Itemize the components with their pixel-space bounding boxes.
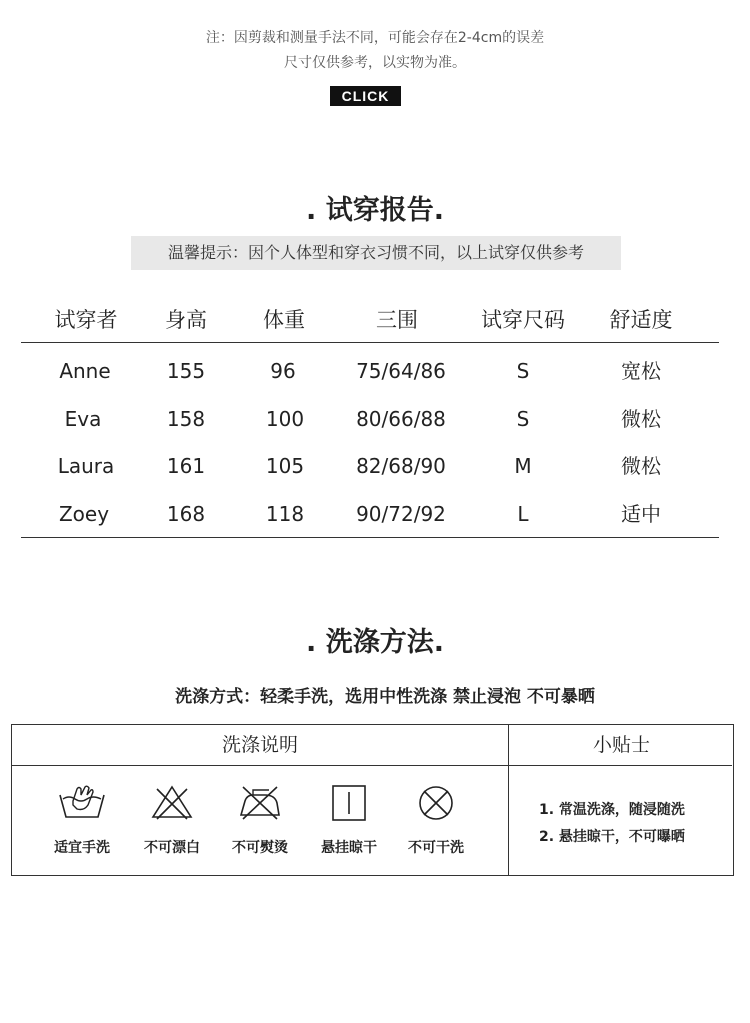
care-item-hang-dry [309,783,389,857]
cell-weight: 105 [265,454,305,478]
care-label: 不可干洗 [408,840,464,856]
tip-item: 2. 悬挂晾干，不可曝晒 [539,829,685,845]
cell-weight: 100 [265,407,305,431]
fitting-tip: 温馨提示：因个人体型和穿衣习惯不同，以上试穿仅供参考 [131,236,621,270]
cell-comfort: 微松 [621,454,661,478]
cell-height: 161 [166,454,206,478]
header-cell: 舒适度 [609,308,673,332]
table-header-divider [21,342,719,343]
care-item-no-iron [220,783,300,857]
table-row [21,446,719,486]
care-label: 不可漂白 [144,840,200,856]
table-header-row [21,300,719,340]
table-row [21,494,719,534]
cell-height: 158 [166,407,206,431]
size-disclaimer-line2: 尺寸仅供参考，以实物为准。 [284,55,466,71]
no-iron-icon [235,783,285,823]
washing-method-text: 洗涤方式：轻柔手洗，选用中性洗涤 禁止浸泡 不可暴晒 [175,687,595,707]
care-label: 适宜手洗 [54,840,110,856]
cell-size: M [514,454,532,478]
care-item-hand-wash [42,783,122,857]
cell-comfort: 适中 [621,502,661,526]
cell-measurements: 80/66/88 [356,407,446,431]
cell-size: S [516,359,530,383]
click-badge[interactable]: CLICK [330,86,401,106]
cell-name: Eva [64,407,102,431]
cell-measurements: 82/68/90 [356,454,446,478]
cell-name: Laura [57,454,115,478]
tips-list [539,797,685,851]
header-cell: 试穿者 [54,308,118,332]
table-row [21,399,719,439]
header-cell: 体重 [263,308,305,332]
care-label: 悬挂晾干 [321,840,377,856]
cell-name: Anne [59,359,111,383]
cell-comfort: 宽松 [621,359,661,383]
washing-instructions-table [11,724,734,876]
cell-size: S [516,407,530,431]
cell-height: 168 [166,502,206,526]
header-cell: 身高 [165,308,207,332]
table-row [21,351,719,391]
header-divider [12,765,732,766]
header-cell: 三围 [376,308,418,332]
tips-header: 小贴士 [592,734,650,756]
size-disclaimer-line1: 注：因剪裁和测量手法不同，可能会存在2-4cm的误差 [205,30,545,46]
cell-name: Zoey [58,502,110,526]
care-item-no-dry-clean [396,783,476,857]
column-divider [508,725,509,875]
cell-comfort: 微松 [621,407,661,431]
no-dry-clean-icon [411,783,461,823]
fitting-report-title: . 试穿报告. [306,195,444,226]
cell-measurements: 90/72/92 [356,502,446,526]
cell-height: 155 [166,359,206,383]
care-item-no-bleach [132,783,212,857]
header-cell: 试穿尺码 [481,308,565,332]
cell-weight: 118 [265,502,305,526]
hand-wash-icon [57,783,107,823]
washing-method-title: . 洗涤方法. [306,627,444,658]
tip-item: 1. 常温洗涤，随浸随洗 [539,802,685,818]
hang-dry-icon [324,783,374,823]
no-bleach-icon [147,783,197,823]
care-label: 不可熨烫 [232,840,288,856]
cell-measurements: 75/64/86 [356,359,446,383]
cell-size: L [517,502,529,526]
table-bottom-border [21,537,719,538]
cell-weight: 96 [270,359,296,383]
instructions-header: 洗涤说明 [221,734,298,756]
